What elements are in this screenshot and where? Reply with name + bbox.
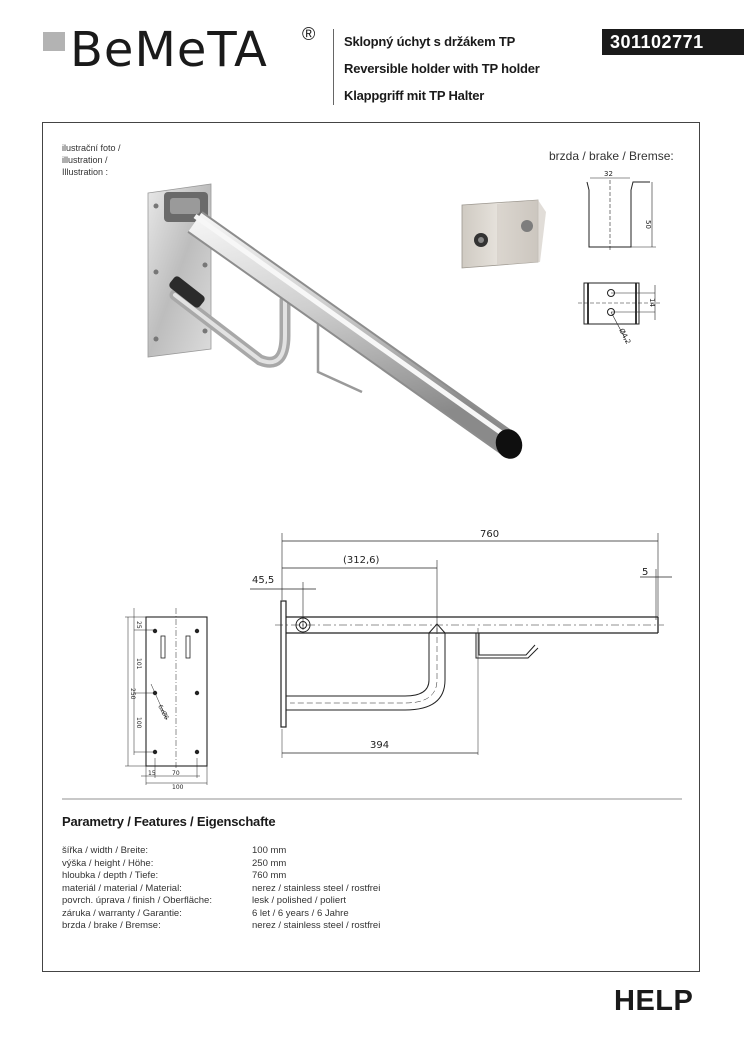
product-code-badge: 301102771 [602, 29, 744, 55]
dim-upper-spacing: 101 [135, 658, 142, 670]
feature-row [62, 920, 462, 933]
registered-mark: ® [302, 24, 316, 44]
feature-label: brzda / brake / Bremse: [62, 920, 161, 931]
feature-label: výška / height / Höhe: [62, 857, 154, 869]
feature-label: materiál / material / Material: [62, 882, 182, 894]
brake-height-dim: 50 [644, 220, 652, 229]
dim-plate-height: 250 [129, 688, 136, 700]
brake-photo [462, 200, 546, 268]
title-english: Reversible holder with TP holder [344, 61, 540, 76]
feature-value: nerez / stainless steel / rostfrei [252, 920, 381, 931]
side-view-drawing [250, 533, 672, 758]
feature-label: šířka / width / Breite: [62, 845, 149, 856]
dim-plate-width: 100 [172, 784, 184, 791]
feature-value: lesk / polished / poliert [252, 895, 346, 906]
features-table [62, 845, 462, 933]
feature-label: záruka / warranty / Garantie: [62, 907, 182, 919]
caption-line: ilustrační foto / [62, 143, 121, 153]
feature-row [62, 858, 462, 871]
logo-text: BeMeTA [70, 22, 268, 78]
dim-end-offset: 5 [642, 567, 649, 578]
title-czech: Sklopný úchyt s držákem TP [344, 34, 516, 49]
dim-top-margin: 25 [135, 621, 142, 629]
feature-value: 250 mm [252, 857, 287, 869]
feature-row [62, 883, 462, 896]
plate-holes [153, 629, 199, 754]
caption-line: illustration / [62, 155, 108, 165]
feature-row [62, 908, 462, 921]
dim-hole-spacing-x: 70 [172, 770, 180, 777]
footer-series-label: HELP [614, 985, 694, 1017]
brake-hole-spacing-dim: 14 [648, 298, 656, 307]
feature-label: povrch. úprava / finish / Oberfläche: [62, 895, 212, 906]
dim-total-depth: 760 [480, 529, 500, 540]
dim-lower-spacing: 100 [135, 717, 142, 729]
feature-value: 100 mm [252, 845, 287, 856]
caption-line: Illustration : [62, 167, 109, 177]
brake-hole-dia: Ø4,2 [617, 327, 633, 346]
brake-label: brzda / brake / Bremse: [549, 149, 674, 163]
dim-support-depth: 394 [370, 740, 390, 751]
feature-row [62, 845, 462, 858]
feature-row [62, 870, 462, 883]
brake-width-dim: 32 [604, 170, 613, 178]
feature-value: 760 mm [252, 870, 287, 881]
feature-label: hloubka / depth / Tiefe: [62, 870, 159, 881]
dim-pivot-offset: 45,5 [252, 575, 275, 586]
features-title: Parametry / Features / Eigenschafte [62, 814, 276, 829]
feature-value: nerez / stainless steel / rostfrei [252, 882, 381, 894]
brake-front-drawing [587, 178, 656, 250]
title-german: Klappgriff mit TP Halter [344, 88, 485, 103]
dim-holes: 6xØ6 [156, 703, 170, 721]
wall-plate-drawing [125, 608, 207, 785]
dim-edge-offset: 15 [148, 770, 156, 777]
section-separator [62, 798, 682, 800]
dim-hinge-to-support: (312,6) [343, 555, 380, 566]
feature-value: 6 let / 6 years / 6 Jahre [252, 907, 349, 919]
feature-row [62, 895, 462, 908]
